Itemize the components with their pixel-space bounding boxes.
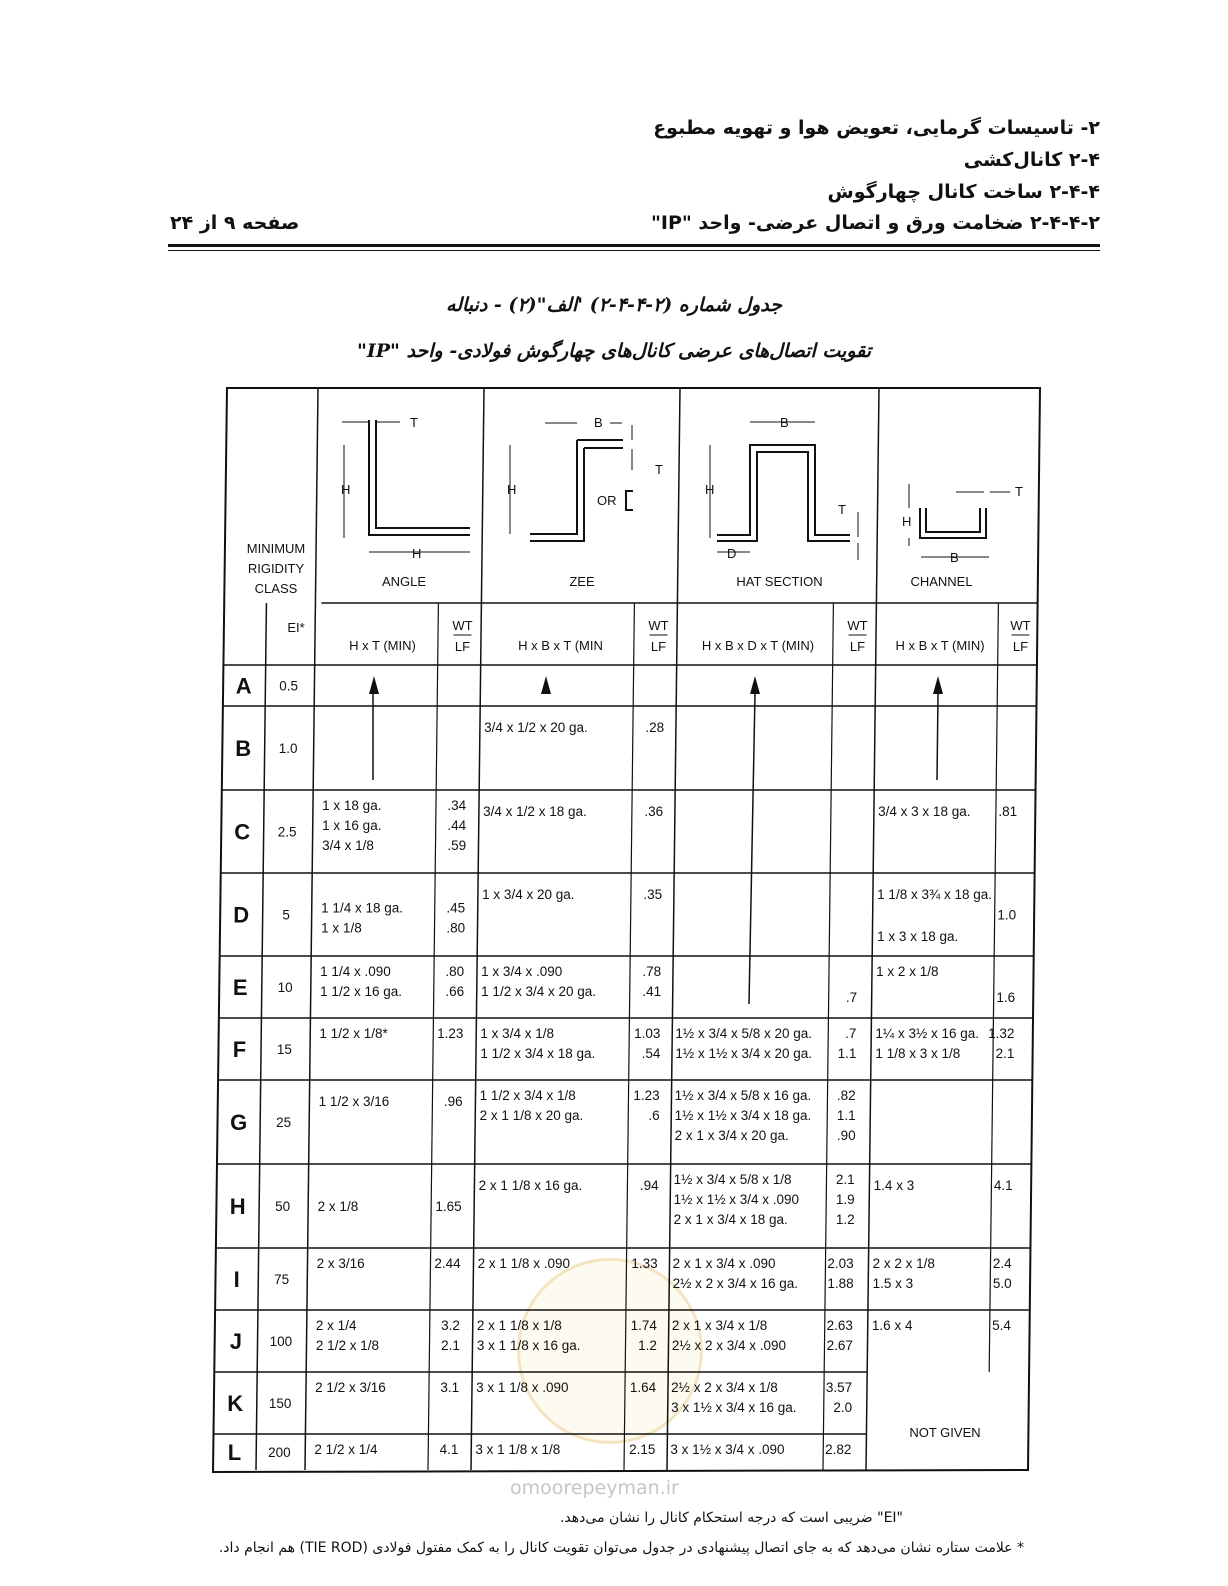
weight-value: 1.74 xyxy=(630,1318,657,1333)
reinforcement-size: 2 x 2 x 1/8 xyxy=(872,1256,935,1271)
ei-header: EI* xyxy=(287,620,305,635)
ei-value: 50 xyxy=(275,1199,291,1214)
reinforcement-size: 2 x 1 1/8 x 20 ga. xyxy=(479,1108,584,1123)
ei-value: 0.5 xyxy=(279,678,299,694)
wt-header: WT xyxy=(452,618,473,633)
reinforcement-size: 1 x 3/4 x .090 xyxy=(481,964,563,979)
class-letter: D xyxy=(233,902,250,928)
weight-value: .7 xyxy=(845,1026,857,1041)
reinforcement-size: 2 x 1 1/8 x .090 xyxy=(477,1256,570,1271)
wt-column-line xyxy=(624,603,634,1470)
reinforcement-size: 1½ x 1½ x 3/4 x 20 ga. xyxy=(675,1046,813,1061)
ei-value: 75 xyxy=(274,1272,290,1287)
weight-value: .41 xyxy=(642,984,662,999)
reinforcement-size: 1 1/8 x 3 x 1/8 xyxy=(875,1046,961,1061)
dimension-header: H x T (MIN) xyxy=(349,638,416,653)
weight-value: .28 xyxy=(645,720,665,735)
weight-value: 2.1 xyxy=(835,1172,855,1187)
weight-value: 2.1 xyxy=(441,1338,460,1353)
reinforcement-size: 2 x 3/16 xyxy=(316,1256,365,1271)
reinforcement-size: 1 1/2 x 3/4 x 1/8 xyxy=(479,1088,576,1103)
reinforcement-size: 2 x 1 x 3/4 x 18 ga. xyxy=(673,1212,788,1227)
up-arrow-icon xyxy=(541,676,551,694)
weight-value: 1.1 xyxy=(837,1046,857,1061)
ei-value: 1.0 xyxy=(278,741,298,756)
arrow-shaft xyxy=(749,694,755,1004)
dim-label-h: H xyxy=(507,482,517,497)
table-title: جدول شماره (۲-۴-۴-۲) 'الف"(۲) - دنباله xyxy=(446,294,782,316)
table-subtitle: تقویت اتصال‌های عرضی کانال‌های چهارگوش فولادی- واحد "IP" xyxy=(356,340,872,362)
reinforcement-size: 1½ x 3/4 x 5/8 x 1/8 xyxy=(673,1172,792,1187)
wt-header: WT xyxy=(847,618,868,633)
up-arrow-icon xyxy=(369,676,379,694)
weight-value: .34 xyxy=(447,798,467,813)
reinforcement-size: 1 1/2 x 3/4 x 18 ga. xyxy=(480,1046,596,1061)
dim-label-t: T xyxy=(655,462,663,477)
reinforcement-size: 1½ x 1½ x 3/4 x .090 xyxy=(673,1192,800,1207)
reinforcement-size: 3 x 1 1/8 x 1/8 xyxy=(475,1442,561,1457)
reinforcement-size: 2 x 1/4 xyxy=(315,1318,357,1333)
weight-value: .78 xyxy=(642,964,662,979)
weight-value: 2.15 xyxy=(629,1442,656,1457)
weight-value: .7 xyxy=(845,990,858,1005)
reinforcement-size: 3 x 1½ x 3/4 x .090 xyxy=(670,1442,785,1457)
lf-header: LF xyxy=(454,639,471,654)
dim-label-b: B xyxy=(594,415,603,430)
weight-value: 2.4 xyxy=(992,1256,1012,1271)
section-diagram xyxy=(920,508,986,538)
reinforcement-size: 3/4 x 1/8 xyxy=(322,838,374,853)
column-line xyxy=(256,603,266,1470)
reinforcement-size: 1.5 x 3 xyxy=(872,1276,914,1291)
class-letter: E xyxy=(232,975,248,1000)
wt-header: WT xyxy=(648,618,669,633)
reinforcement-size: 3 x 1½ x 3/4 x 16 ga. xyxy=(671,1400,797,1415)
weight-value: 1.33 xyxy=(631,1256,658,1271)
weight-value: .96 xyxy=(443,1094,463,1109)
reinforcement-size: 3 x 1 1/8 x 16 ga. xyxy=(476,1338,581,1353)
weight-value: .81 xyxy=(998,804,1018,819)
dim-label-d: D xyxy=(727,546,737,561)
arrow-shaft xyxy=(937,694,938,780)
weight-value: .45 xyxy=(446,900,466,916)
reinforcement-size: 1 1/2 x 16 ga. xyxy=(320,984,402,999)
weight-value: 1.1 xyxy=(836,1108,856,1123)
section-name: ZEE xyxy=(569,574,595,589)
weight-value: 3.1 xyxy=(440,1380,460,1395)
ei-value: 150 xyxy=(268,1396,292,1411)
column-line xyxy=(471,388,484,1470)
reinforcement-size: 1.6 x 4 xyxy=(871,1318,913,1333)
weight-value: 2.44 xyxy=(434,1256,461,1271)
dim-label-t: T xyxy=(1015,484,1023,499)
reinforcement-size: 2 1/2 x 3/16 xyxy=(315,1380,386,1395)
lf-header: LF xyxy=(1012,639,1029,654)
dimension-header: H x B x T (MIN) xyxy=(895,638,985,653)
wt-header: WT xyxy=(1010,618,1031,633)
header-line-4: ۲-۴-۴-۲ ضخامت ورق و اتصال عرضی- واحد "IP" xyxy=(650,212,1100,234)
reinforcement-size: 2 1/2 x 1/4 xyxy=(314,1442,378,1457)
up-arrow-icon xyxy=(750,676,760,694)
weight-value: 1.23 xyxy=(437,1026,464,1041)
weight-value: .82 xyxy=(836,1088,856,1103)
dim-label-t: T xyxy=(838,502,846,517)
ei-value: 10 xyxy=(277,980,293,995)
section-name: HAT SECTION xyxy=(736,574,823,589)
reinforcement-size: 2 x 1 x 3/4 x 1/8 xyxy=(671,1318,768,1333)
weight-value: 2.63 xyxy=(826,1318,853,1333)
weight-value: 1.9 xyxy=(835,1192,855,1207)
weight-value: 4.1 xyxy=(439,1442,459,1457)
ei-value: 15 xyxy=(276,1042,292,1057)
lf-header: LF xyxy=(849,639,866,654)
weight-value: .80 xyxy=(445,964,465,979)
class-letter: B xyxy=(235,736,252,761)
reinforcement-size: 1 1/4 x 18 ga. xyxy=(321,900,403,916)
reinforcement-size: 2 x 1 x 3/4 x .090 xyxy=(672,1256,776,1271)
reinforcement-size: 1 x 2 x 1/8 xyxy=(876,964,939,979)
weight-value: .44 xyxy=(447,818,467,833)
weight-value: 3.2 xyxy=(441,1318,460,1333)
weight-value: 2.1 xyxy=(995,1046,1015,1061)
weight-value: 2.67 xyxy=(826,1338,853,1353)
reinforcement-size: 1 x 1/8 xyxy=(321,920,362,936)
weight-value: 2.82 xyxy=(825,1442,852,1457)
ei-value: 2.5 xyxy=(277,824,297,840)
section-diagram xyxy=(717,452,850,541)
reinforcement-size: 1 x 3/4 x 1/8 xyxy=(480,1026,554,1041)
reinforcement-size: 2 x 1 x 3/4 x 20 ga. xyxy=(674,1128,789,1143)
dimension-header: H x B x D x T (MIN) xyxy=(701,638,815,653)
dimension-header: H x B x T (MIN xyxy=(518,638,603,653)
header-line-3: ۲-۴-۴ ساخت کانال چهارگوش xyxy=(827,181,1100,203)
or-label: OR xyxy=(597,493,617,508)
weight-value: 1.2 xyxy=(835,1212,855,1227)
weight-value: 1.88 xyxy=(827,1276,854,1291)
reinforcement-size: 1 x 16 ga. xyxy=(322,818,382,833)
weight-value: 1.2 xyxy=(638,1338,657,1353)
section-diagram xyxy=(369,420,470,535)
watermark-text: omoorepeyman.ir xyxy=(510,1477,679,1499)
reinforcement-size: 2 x 1 1/8 x 1/8 xyxy=(476,1318,562,1333)
reinforcement-size: 2 1/2 x 1/8 xyxy=(315,1338,379,1353)
reinforcement-size: 3/4 x 3 x 18 ga. xyxy=(878,804,971,819)
weight-value: 1.64 xyxy=(629,1380,657,1395)
weight-value: .90 xyxy=(836,1128,856,1143)
weight-value: .35 xyxy=(643,887,663,902)
class-letter: A xyxy=(235,673,252,699)
reinforcement-size: 1 1/2 x 1/8* xyxy=(319,1026,388,1041)
weight-value: 5.4 xyxy=(992,1318,1011,1333)
reinforcement-size: 1.4 x 3 xyxy=(873,1178,915,1193)
reinforcement-size: 1½ x 3/4 x 5/8 x 16 ga. xyxy=(674,1088,812,1103)
footnote-ei: "EI" ضریبی است که درجه استحکام کانال را نشان می‌دهد. xyxy=(559,1510,903,1526)
reinforcement-size: 3 x 1 1/8 x .090 xyxy=(476,1380,569,1395)
reinforcement-size: 2½ x 2 x 3/4 x 1/8 xyxy=(671,1380,778,1395)
class-header: CLASS xyxy=(254,581,298,596)
weight-value: 1.03 xyxy=(634,1026,661,1041)
reinforcement-size: 1 1/4 x .090 xyxy=(320,964,391,979)
reinforcement-size: 1½ x 3/4 x 5/8 x 20 ga. xyxy=(675,1026,813,1041)
ei-value: 200 xyxy=(268,1445,291,1460)
reinforcement-size: 2½ x 2 x 3/4 x 16 ga. xyxy=(672,1276,799,1291)
class-letter: F xyxy=(232,1037,247,1062)
ei-value: 25 xyxy=(276,1115,292,1130)
header-line-1: ۲- تاسیسات گرمایی، تعویض هوا و تهویه مطبوع xyxy=(653,117,1100,139)
weight-value: 1.23 xyxy=(633,1088,660,1103)
section-diagram xyxy=(376,420,470,528)
ei-value: 100 xyxy=(269,1334,293,1349)
ei-value: 5 xyxy=(282,907,290,923)
dim-label-b: B xyxy=(950,550,959,565)
reinforcement-size: 2 x 1/8 xyxy=(317,1199,359,1214)
reinforcement-size: 1½ x 1½ x 3/4 x 18 ga. xyxy=(674,1108,812,1123)
dim-label-h: H xyxy=(705,482,715,497)
reinforcement-size: 3/4 x 1/2 x 20 ga. xyxy=(484,720,588,735)
dimension-arrow xyxy=(710,422,858,560)
class-letter: G xyxy=(230,1110,248,1135)
weight-value: .54 xyxy=(641,1046,661,1061)
reinforcement-size: 1 1/2 x 3/4 x 20 ga. xyxy=(481,984,597,999)
reinforcement-size: 1¼ x 3½ x 16 ga. xyxy=(875,1026,980,1041)
weight-value: .59 xyxy=(447,838,467,853)
class-header: RIGIDITY xyxy=(247,561,305,576)
reinforcement-size: 1 x 3/4 x 20 ga. xyxy=(482,887,575,902)
weight-value: 1.32 xyxy=(988,1026,1015,1041)
class-letter: H xyxy=(229,1194,246,1219)
dimension-arrow xyxy=(909,484,1010,557)
reinforcement-size: 2½ x 2 x 3/4 x .090 xyxy=(671,1338,787,1353)
page-number: صفحه ۹ از ۲۴ xyxy=(170,212,300,234)
reinforcement-size: 3/4 x 1/2 x 18 ga. xyxy=(483,804,587,819)
weight-value: .36 xyxy=(644,804,664,819)
weight-value: 4.1 xyxy=(993,1178,1013,1193)
weight-value: 1.0 xyxy=(997,907,1017,923)
dim-label-h: H xyxy=(341,482,351,497)
weight-value: 3.57 xyxy=(825,1380,853,1395)
dim-label-t: T xyxy=(410,415,418,430)
class-header: MINIMUM xyxy=(246,541,306,556)
weight-value: 2.03 xyxy=(827,1256,854,1271)
section-diagram xyxy=(626,491,633,510)
footnote-asterisk: * علامت ستاره نشان می‌دهد که به جای اتصال پیشنهادی در جدول می‌توان تقویت کانال را به کمک مفتول فولادی (TIE ROD) هم انجام داد. xyxy=(218,1540,1024,1556)
not-given-label: NOT GIVEN xyxy=(909,1425,981,1440)
weight-value: 1.65 xyxy=(435,1199,462,1214)
reinforcement-size: 1 x 18 ga. xyxy=(322,798,382,813)
reinforcement-size: 1 x 3 x 18 ga. xyxy=(877,929,959,944)
section-name: ANGLE xyxy=(381,574,427,589)
reinforcement-size: 1 1/2 x 3/16 xyxy=(318,1094,390,1109)
weight-value: .66 xyxy=(445,984,465,999)
class-letter: K xyxy=(227,1391,244,1416)
section-diagram xyxy=(926,508,980,532)
weight-value: .80 xyxy=(446,920,466,936)
weight-value: 1.6 xyxy=(996,990,1016,1005)
up-arrow-icon xyxy=(933,676,943,694)
header-line-2: ۲-۴ کانال‌کشی xyxy=(963,149,1100,171)
dim-label-b: B xyxy=(780,415,789,430)
class-letter: C xyxy=(234,819,251,845)
column-line xyxy=(305,388,318,1470)
weight-value: 5.0 xyxy=(992,1276,1012,1291)
reinforcement-size: 1 1/8 x 3¾ x 18 ga. xyxy=(877,887,993,902)
lf-header: LF xyxy=(650,639,667,654)
section-diagram xyxy=(530,440,623,534)
class-letter: I xyxy=(233,1267,240,1292)
column-line xyxy=(667,388,680,1470)
dim-label-h: H xyxy=(902,514,912,529)
section-diagram xyxy=(717,445,850,535)
dimension-arrow xyxy=(342,422,470,552)
dim-label-h: H xyxy=(412,546,422,561)
weight-value: .94 xyxy=(639,1178,659,1193)
section-name: CHANNEL xyxy=(910,574,973,589)
class-letter: J xyxy=(229,1329,243,1354)
class-letter: L xyxy=(227,1440,242,1465)
reinforcement-size: 2 x 1 1/8 x 16 ga. xyxy=(478,1178,583,1193)
weight-value: .6 xyxy=(648,1108,660,1123)
weight-value: 2.0 xyxy=(833,1400,853,1415)
